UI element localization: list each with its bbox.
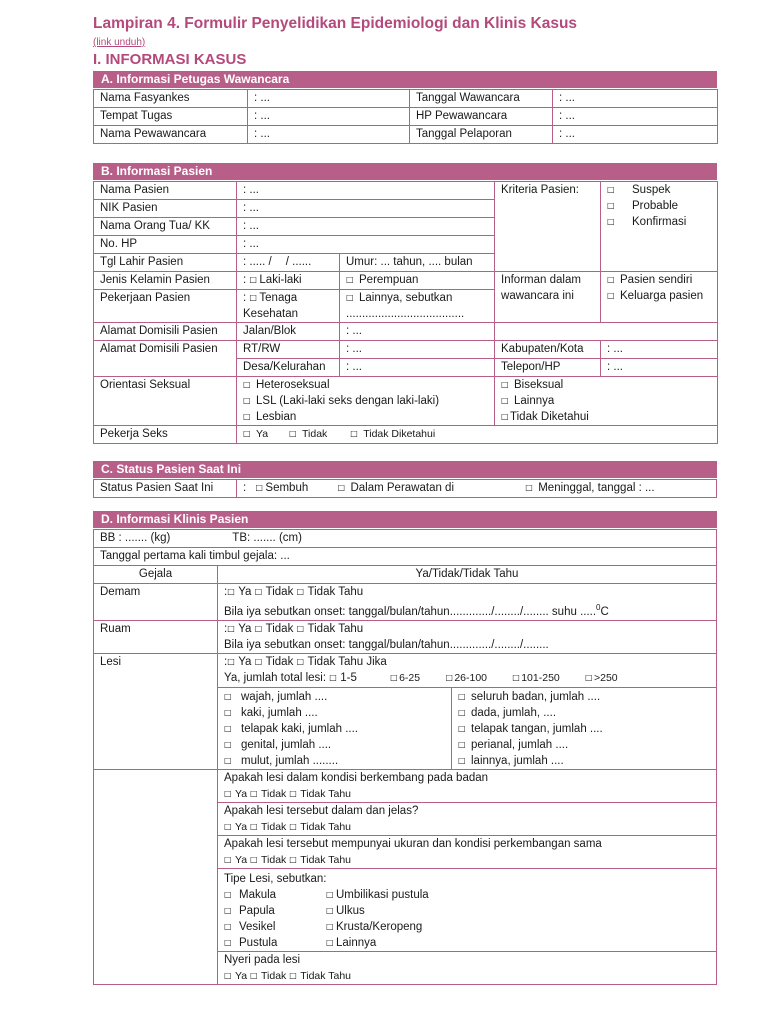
checkbox-icon[interactable]: □ [501,380,509,389]
checkbox-icon[interactable]: □ [326,937,334,947]
option-tidak-diketahui-ps[interactable]: □ Tidak Diketahui [350,428,436,440]
petugas-label-1-2: HP Pewawancara [410,108,553,126]
header-informasi-klinis: D. Informasi Klinis Pasien [93,511,717,528]
lesi-item[interactable]: □ dada, jumlah, .... [458,706,557,719]
checkbox-icon[interactable]: □ [501,396,509,405]
tanggal-gejala[interactable]: Tanggal pertama kali timbul gejala: ... [94,548,717,566]
value-rt-rw[interactable]: : ... [340,341,495,359]
checkbox-icon[interactable]: □ [224,970,232,980]
label-jenis-kelamin: Jenis Kelamin Pasien [94,272,237,290]
ruam-options: :□ Ya □ Tidak □ Tidak Tahu Bila iya sebutkan onset: tanggal/bulan/tahun............./......../........ [218,620,717,653]
value-desa[interactable]: : ... [340,359,495,377]
option-meninggal[interactable]: □ Meninggal, tanggal : ... [525,482,655,494]
checkbox-icon[interactable]: □ [250,970,258,980]
option-tidak-diketahui[interactable]: □Tidak Diketahui [501,411,589,423]
label-telepon: Telepon/HP [495,359,601,377]
checkbox-icon[interactable]: □ [227,656,235,666]
checkbox-icon[interactable]: □ [224,788,232,798]
checkbox-icon[interactable]: □ [243,429,251,438]
checkbox-icon[interactable]: □ [289,970,297,980]
checkbox-icon[interactable]: □ [326,905,334,915]
checkbox-icon[interactable]: □ [224,821,232,831]
petugas-value-0-1[interactable]: : ... [248,90,410,108]
checkbox-icon[interactable]: □ [512,672,520,682]
checkbox-icon[interactable]: □ [458,723,466,733]
value-telepon[interactable]: : ... [601,359,718,377]
count-6-25[interactable]: □6-25 [390,671,421,684]
option-lesi-1[interactable]: □ Tidak [254,655,294,668]
checkbox-icon[interactable]: □ [254,656,263,666]
value-hp[interactable]: : ... [237,236,495,254]
label-desa: Desa/Kelurahan [237,359,340,377]
option-ruam-0[interactable]: □ Ya [227,622,252,635]
table-informasi-pasien [93,181,718,444]
label-pekerjaan: Pekerjaan Pasien [94,290,237,323]
checkbox-icon[interactable]: □ [227,587,235,596]
checkbox-icon[interactable]: □ [458,691,466,701]
option-q3-2[interactable]: □ Tidak Tahu [289,853,352,866]
label-rt-rw: RT/RW [237,341,340,359]
count-250-plus[interactable]: □>250 [584,671,618,684]
label-demam: Demam [94,584,218,621]
option-lesi-2[interactable]: □ Tidak Tahu [296,655,364,668]
lesi-lokasi-right [452,687,717,769]
checkbox-icon[interactable]: □ [445,672,453,682]
table-status-pasien [93,479,717,498]
checkbox-icon[interactable]: □ [250,854,258,864]
lesi-lokasi-left [218,687,452,769]
label-pekerja-seks: Pekerja Seks [94,426,237,444]
petugas-value-2-3[interactable]: : ... [553,126,718,144]
pekerja-seks-options [237,426,718,444]
value-nama-pasien[interactable]: : ... [237,182,495,200]
label-alamat-2: Alamat Domisili Pasien [94,341,237,377]
checkbox-icon[interactable]: □ [224,755,232,765]
option-demam-0[interactable]: □ Ya [227,586,252,598]
checkbox-icon[interactable]: □ [224,739,232,749]
lesi-item[interactable]: □ perianal, jumlah .... [458,738,569,751]
checkbox-icon[interactable]: □ [224,723,232,733]
checkbox-icon[interactable]: □ [227,623,235,633]
checkbox-icon[interactable]: □ [296,656,305,666]
option-q2-1[interactable]: □ Tidak [250,820,287,833]
checkbox-icon[interactable]: □ [607,201,615,210]
orientasi-options-2 [495,377,718,426]
label-kabupaten: Kabupaten/Kota [495,341,601,359]
checkbox-icon[interactable]: □ [250,821,258,831]
label-hp: No. HP [94,236,237,254]
option-ya[interactable]: □ Ya [243,428,269,440]
label-nama-pasien: Nama Pasien [94,182,237,200]
count-26-100[interactable]: □26-100 [445,671,488,684]
checkbox-icon[interactable]: □ [250,788,258,798]
lesi-item[interactable]: □ Krusta/Keropeng [326,920,423,933]
checkbox-icon[interactable]: □ [254,623,263,633]
checkbox-icon[interactable]: □ [584,672,593,682]
option-demam-2[interactable]: □ Tidak Tahu [296,586,364,598]
option-q2-2[interactable]: □ Tidak Tahu [289,820,352,833]
option-q3-0[interactable]: □ Ya [224,853,248,866]
checkbox-icon[interactable]: □ [390,672,398,682]
label-orientasi: Orientasi Seksual [94,377,237,426]
checkbox-icon[interactable]: □ [607,217,615,226]
checkbox-icon[interactable]: □ [296,587,305,596]
petugas-label-0-0: Nama Fasyankes [94,90,248,108]
checkbox-icon[interactable]: □ [289,429,297,438]
option-q1-0[interactable]: □ Ya [224,787,248,800]
checkbox-icon[interactable]: □ [326,921,334,931]
value-ortu[interactable]: : ... [237,218,495,236]
option-suspek[interactable]: □ Suspek [607,184,671,196]
informan-options [601,272,718,323]
lesi-item[interactable]: □ mulut, jumlah ........ [224,754,339,767]
checkbox-icon[interactable]: □ [458,755,466,765]
option-q2-0[interactable]: □ Ya [224,820,248,833]
checkbox-icon[interactable]: □ [289,821,297,831]
checkbox-icon[interactable]: □ [329,672,337,682]
checkbox-icon[interactable]: □ [224,691,232,701]
lesi-item[interactable]: □ genital, jumlah .... [224,738,332,751]
checkbox-icon[interactable]: □ [254,587,263,596]
lesi-item[interactable]: □ kaki, jumlah .... [224,706,318,719]
checkbox-icon[interactable]: □ [326,889,334,899]
option-nyeri-2[interactable]: □ Tidak Tahu [289,969,352,982]
option-lesi-0[interactable]: □ Ya [227,655,252,668]
checkbox-icon[interactable]: □ [607,291,615,300]
header-informasi-pasien: B. Informasi Pasien [93,163,717,180]
option-nyeri-0[interactable]: □ Ya [224,969,248,982]
lesi-options: :□ Ya □ Tidak □ Tidak Tahu Jika Ya, jumlah total lesi: □ 1-5 □6-25 □26-100 □101-250 □>250 [218,653,717,687]
orientasi-options [237,377,495,426]
label-kriteria: Kriteria Pasien: [495,182,601,272]
lesi-item[interactable]: □ Vesikel [224,920,276,933]
checkbox-icon[interactable]: □ [346,293,354,302]
lesi-item[interactable]: □ wajah, jumlah .... [224,690,328,703]
label-informan: Informan dalam wawancara ini [495,272,601,323]
checkbox-icon[interactable]: □ [249,293,257,302]
option-q3-1[interactable]: □ Tidak [250,853,287,866]
label-ruam: Ruam [94,620,218,653]
table-informasi-petugas [93,89,718,144]
checkbox-icon[interactable]: □ [224,854,232,864]
document-title: Lampiran 4. Formulir Penyelidikan Epidemiologi dan Klinis Kasus [93,15,578,32]
option-ruam-1[interactable]: □ Tidak [254,622,294,635]
option-lainnya-pekerjaan[interactable]: □ Lainnya, sebutkan ..................................... [340,290,495,323]
lesi-item[interactable]: □ Umbilikasi pustula [326,888,429,901]
option-q1-1[interactable]: □ Tidak [250,787,287,800]
option-keluarga[interactable]: □ Keluarga pasien [607,290,704,302]
checkbox-icon[interactable]: □ [289,788,297,798]
option-lsl[interactable]: □ LSL (Laki-laki seks dengan laki-laki) [243,395,440,407]
checkbox-icon[interactable]: □ [296,623,305,633]
petugas-label-1-0: Tempat Tugas [94,108,248,126]
option-biseksual[interactable]: □ Biseksual [501,379,564,391]
checkbox-icon[interactable]: □ [224,937,232,947]
count-1-5[interactable]: □ 1-5 [329,671,357,684]
table-informasi-klinis [93,529,717,985]
q-dalam-jelas: Apakah lesi tersebut dalam dan jelas? □ Ya □ Tidak □ Tidak Tahu [218,802,717,835]
petugas-value-2-1[interactable]: : ... [248,126,410,144]
petugas-label-0-2: Tanggal Wawancara [410,90,553,108]
label-tgl-lahir: Tgl Lahir Pasien [94,254,237,272]
checkbox-icon[interactable]: □ [249,275,257,284]
col-ya-tidak: Ya/Tidak/Tidak Tahu [218,566,717,584]
checkbox-icon[interactable]: □ [525,483,533,492]
petugas-label-2-2: Tanggal Pelaporan [410,126,553,144]
option-ruam-2[interactable]: □ Tidak Tahu [296,622,364,635]
value-nik[interactable]: : ... [237,200,495,218]
demam-options: :□ Ya □ Tidak □ Tidak Tahu Bila iya sebutkan onset: tanggal/bulan/tahun............./......../........ suhu .....$^0$C [218,584,717,621]
download-link[interactable]: (link unduh) [93,37,146,48]
tipe-lesi: Tipe Lesi, sebutkan: □ Makula □ Papula □ Vesikel □ Pustula □ Umbilikasi pustula □ Ulkus □ Krusta/Keropeng □ Lainnya [218,868,717,951]
lesi-item[interactable]: □ Ulkus [326,904,365,917]
kriteria-options [601,182,718,272]
count-101-250[interactable]: □101-250 [512,671,560,684]
option-q1-2[interactable]: □ Tidak Tahu [289,787,352,800]
checkbox-icon[interactable]: □ [350,429,358,438]
lesi-item[interactable]: □ telapak kaki, jumlah .... [224,722,358,735]
lesi-item[interactable]: □ lainnya, jumlah .... [458,754,564,767]
value-kabupaten[interactable]: : ... [601,341,718,359]
option-nyeri-1[interactable]: □ Tidak [250,969,287,982]
option-sembuh[interactable]: □ Sembuh [255,482,309,494]
checkbox-icon[interactable]: □ [224,905,232,915]
checkbox-icon[interactable]: □ [607,275,615,284]
value-umur[interactable]: Umur: ... tahun, .... bulan [340,254,495,272]
option-konfirmasi[interactable]: □ Konfirmasi [607,216,687,228]
option-demam-1[interactable]: □ Tidak [254,586,294,598]
checkbox-icon[interactable]: □ [243,396,251,405]
checkbox-icon[interactable]: □ [243,380,251,389]
value-jalan-blok[interactable]: : ... [340,323,495,341]
option-tidak[interactable]: □ Tidak [289,428,328,440]
status-options: : □ Sembuh □ Dalam Perawatan di □ Meninggal, tanggal : ... [237,480,717,498]
option-lainnya-orientasi[interactable]: □ Lainnya [501,395,555,407]
checkbox-icon[interactable]: □ [337,483,346,492]
section-title: I. INFORMASI KASUS [93,51,247,68]
option-dalam-perawatan[interactable]: □ Dalam Perawatan di [337,482,455,494]
checkbox-icon[interactable]: □ [289,854,297,864]
checkbox-icon[interactable]: □ [346,275,354,284]
label-lesi: Lesi [94,653,218,769]
value-tgl-lahir[interactable]: : ..... / / ...... [237,254,340,272]
checkbox-icon[interactable]: □ [501,412,509,421]
q-ukuran-sama: Apakah lesi tersebut mempunyai ukuran dan kondisi perkembangan sama □ Ya □ Tidak □ Tidak Tahu [218,835,717,868]
checkbox-icon[interactable]: □ [255,483,263,492]
label-nik: NIK Pasien [94,200,237,218]
lesi-item[interactable]: □ telapak tangan, jumlah .... [458,722,603,735]
option-tenaga-kesehatan[interactable]: : □ Tenaga Kesehatan [237,290,340,323]
option-probable[interactable]: □ Probable [607,200,679,212]
checkbox-icon[interactable]: □ [607,185,615,194]
option-heteroseksual[interactable]: □ Heteroseksual [243,379,330,391]
petugas-value-0-3[interactable]: : ... [553,90,718,108]
checkbox-icon[interactable]: □ [224,921,232,931]
label-alamat-1: Alamat Domisili Pasien [94,323,237,341]
lesi-item[interactable]: □ Lainnya [326,936,377,949]
label-jalan-blok: Jalan/Blok [237,323,340,341]
lesi-item[interactable]: □ seluruh badan, jumlah .... [458,690,601,703]
header-status-pasien: C. Status Pasien Saat Ini [93,461,717,478]
option-pasien-sendiri[interactable]: □ Pasien sendiri [607,274,693,286]
option-perempuan[interactable]: □ Perempuan [340,272,495,290]
header-informasi-petugas: A. Informasi Petugas Wawancara [93,71,717,88]
checkbox-icon[interactable]: □ [458,739,466,749]
checkbox-icon[interactable]: □ [458,707,466,717]
petugas-value-1-1[interactable]: : ... [248,108,410,126]
lesi-item[interactable]: □ Pustula [224,936,278,949]
option-laki-laki[interactable]: : □ Laki-laki [237,272,340,290]
petugas-value-1-3[interactable]: : ... [553,108,718,126]
q-berkembang: Apakah lesi dalam kondisi berkembang pada badan □ Ya □ Tidak □ Tidak Tahu [218,769,717,802]
checkbox-icon[interactable]: □ [224,889,232,899]
checkbox-icon[interactable]: □ [224,707,232,717]
col-gejala: Gejala [94,566,218,584]
checkbox-icon[interactable]: □ [243,412,251,421]
label-status: Status Pasien Saat Ini [94,480,237,498]
petugas-label-2-0: Nama Pewawancara [94,126,248,144]
option-lesbian[interactable]: □ Lesbian [243,411,297,423]
bb-tb-row[interactable]: BB : ....... (kg) TB: ....... (cm) [94,530,717,548]
lesi-item[interactable]: □ Papula [224,904,275,917]
label-ortu: Nama Orang Tua/ KK [94,218,237,236]
lesi-item[interactable]: □ Makula [224,888,277,901]
nyeri-lesi: Nyeri pada lesi □ Ya □ Tidak □ Tidak Tahu [218,951,717,984]
